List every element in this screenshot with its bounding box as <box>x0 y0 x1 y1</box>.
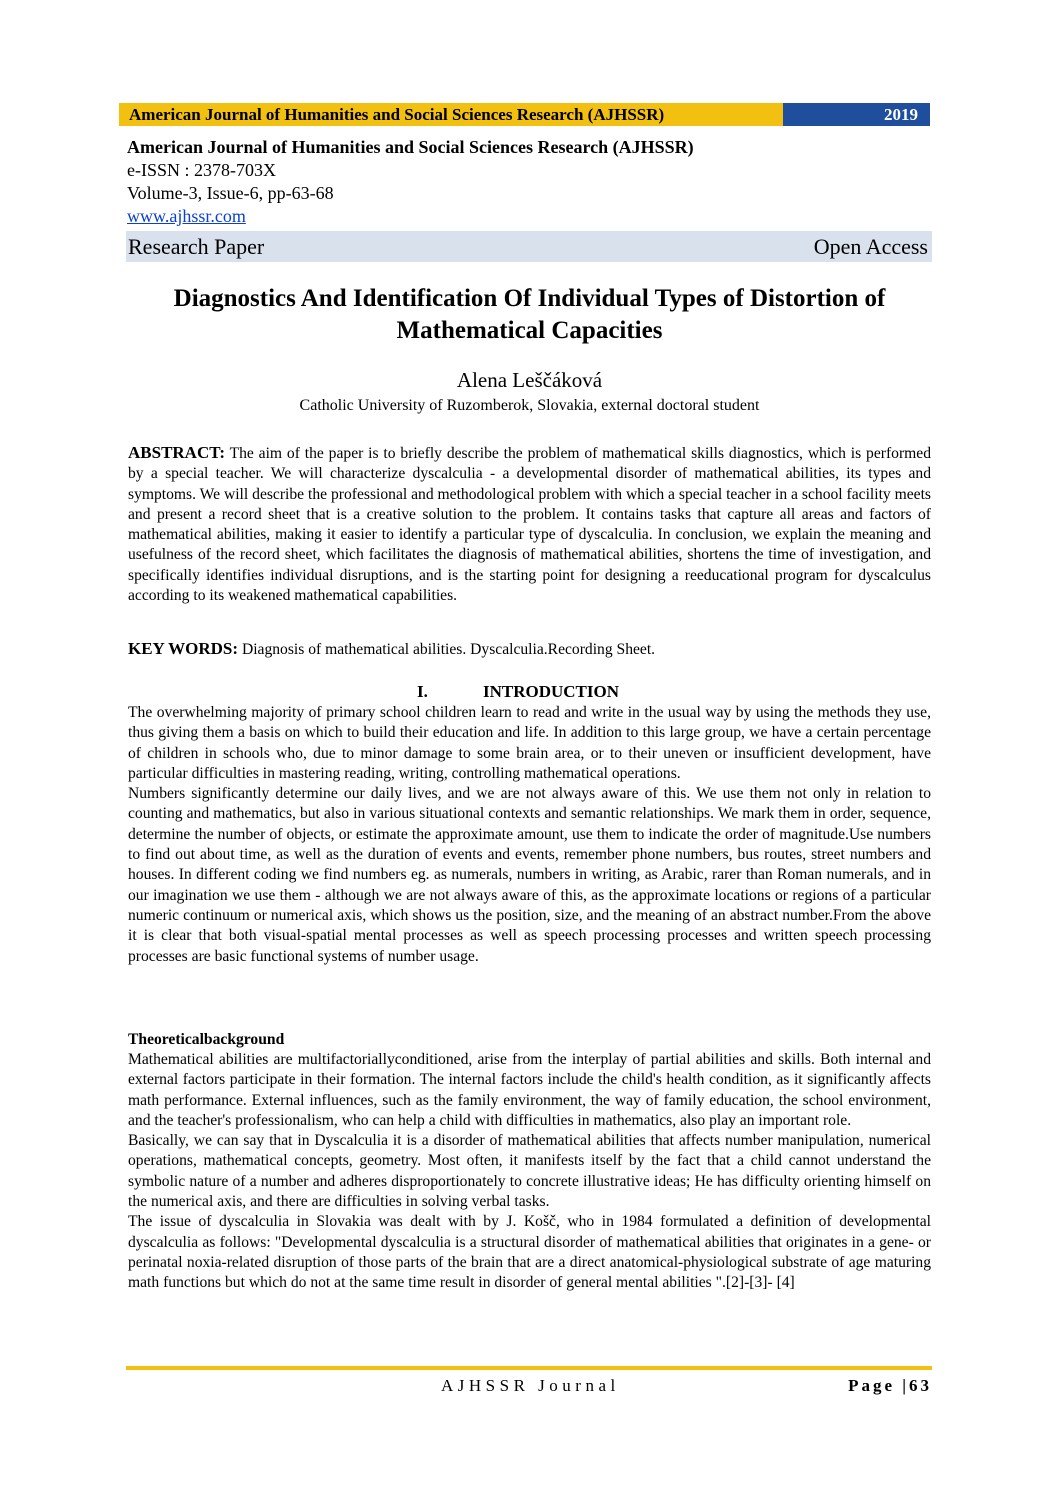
page-footer <box>126 1374 932 1398</box>
author-affiliation: Catholic University of Ruzomberok, Slovakia, external doctoral student <box>299 397 760 414</box>
theory-body <box>128 1050 931 1294</box>
meta-volume: Volume-3, Issue-6, pp-63-68 <box>127 183 334 203</box>
abstract-label: ABSTRACT: <box>128 443 225 462</box>
open-access-label: Open Access <box>813 233 928 259</box>
journal-website-link[interactable]: www.ajhssr.com <box>127 206 246 226</box>
paragraph: The overwhelming majority of primary school children learn to read and write in the usual way by using the methods they use, thus giving them a basis on which to build their education and life. In addition to this large group, we have a certain percentage of children in schools who, due to minor damage to some brain area, or to their uneven or insufficient development, have particular difficulties in mastering reading, writing, controlling mathematical operations. <box>128 704 931 782</box>
keywords-label: KEY WORDS: <box>128 639 239 658</box>
journal-header-bar <box>119 103 930 126</box>
subsection-heading: Theoreticalbackground <box>128 1031 285 1048</box>
paper-title: Diagnostics And Identification Of Individual Types of Distortion of Mathematical Capacities <box>173 285 886 344</box>
meta-journal-name: American Journal of Humanities and Social Sciences Research (AJHSSR) <box>127 137 694 157</box>
footer-journal: AJHSSR Journal <box>441 1376 620 1395</box>
paragraph: Mathematical abilities are multifactoriallyconditioned, arise from the interplay of partial abilities and skills. Both internal and external factors participate in their formation. The internal factors include the child's health condition, as it significantly affects math performance. External influences, such as the family environment, the way of family education, the school environment, and the teacher's professionalism, who can help a child with difficulties in mathematics, also play an important role. <box>128 1051 931 1129</box>
abstract-text: The aim of the paper is to briefly describe the problem of mathematical skills diagnostics, which is performed by a special teacher. We will characterize dyscalculia - a developmental disorder of mathematical abilities, its types and symptoms. We will describe the professional and methodological problem with which a special teacher in a school facility meets and present a record sheet that is a creative solution to the problem. It contains tasks that capture all areas and factors of mathematical abilities, making it easier to identify a particular type of dyscalculia. In conclusion, we explain the meaning and usefulness of the record sheet, which facilitates the diagnosis of mathematical abilities, shortens the time of investigation, and specifically identifies individual disruptions, and is the starting point for designing a reeducational program for dyscalculus according to its weakened mathematical capabilities. <box>128 445 931 605</box>
paper-type-label: Research Paper <box>128 233 265 259</box>
journal-meta <box>127 136 932 228</box>
section-number: I. <box>417 682 428 701</box>
header-year: 2019 <box>783 103 930 126</box>
abstract-block <box>128 443 931 606</box>
footer-rule <box>126 1366 932 1370</box>
keywords-block <box>128 639 931 660</box>
header-journal-name: American Journal of Humanities and Social Sciences Research (AJHSSR) <box>119 103 783 126</box>
introduction-body <box>128 703 931 967</box>
footer-page-number: Page |63 <box>848 1376 932 1395</box>
paragraph: The issue of dyscalculia in Slovakia was dealt with by J. Košč, who in 1984 formulated a definition of developmental dyscalculia as follows: "Developmental dyscalculia is a structural disorder of mathematical abilities that originates in a gene- or perinatal noxia-related disruption of those parts of the brain that are a direct anatomical-physiological substrate of age maturing math functions but which do not at the same time result in disorder of general mental abilities ".[2]-[3]- [4] <box>128 1213 931 1292</box>
paragraph: Basically, we can say that in Dyscalculia it is a disorder of mathematical abilities that affects number manipulation, numerical operations, mathematical concepts, geometry. Most often, it manifests itself by the fact that a child cannot understand the symbolic nature of a number and adheres disproportionately to concrete illustrative ideas; He has difficulty orienting himself on the numerical axis, and there are difficulties in solving verbal tasks. <box>128 1132 931 1211</box>
author-name: Alena Leščáková <box>456 368 603 392</box>
paragraph: Numbers significantly determine our daily lives, and we are not always aware of this. We use them not only in relation to counting and mathematics, but also in various situational contexts and semantic relationships. We mark them in order, sequence, determine the number of objects, or estimate the approximate amount, use them to indicate the order of magnitude.Use numbers to find out about time, as well as the duration of events and events, remember phone numbers, bus routes, street numbers and houses. In different coding we find numbers eg. as numerals, numbers in writing, as Arabic, rarer than Roman numerals, and in our imagination we use them - although we are not always aware of this, as the approximate locations or regions of a particular numeric continuum or numerical axis, which shows us the position, size, and the meaning of an abstract number.From the above it is clear that both visual-spatial mental processes as well as speech processing processes and written speech processing processes are basic functional systems of number usage. <box>128 785 931 965</box>
section-title: INTRODUCTION <box>483 682 620 701</box>
paper-type-bar <box>126 231 932 262</box>
keywords-text: Diagnosis of mathematical abilities. Dyscalculia.Recording Sheet. <box>238 641 656 658</box>
meta-issn: e-ISSN : 2378-703X <box>127 160 276 180</box>
